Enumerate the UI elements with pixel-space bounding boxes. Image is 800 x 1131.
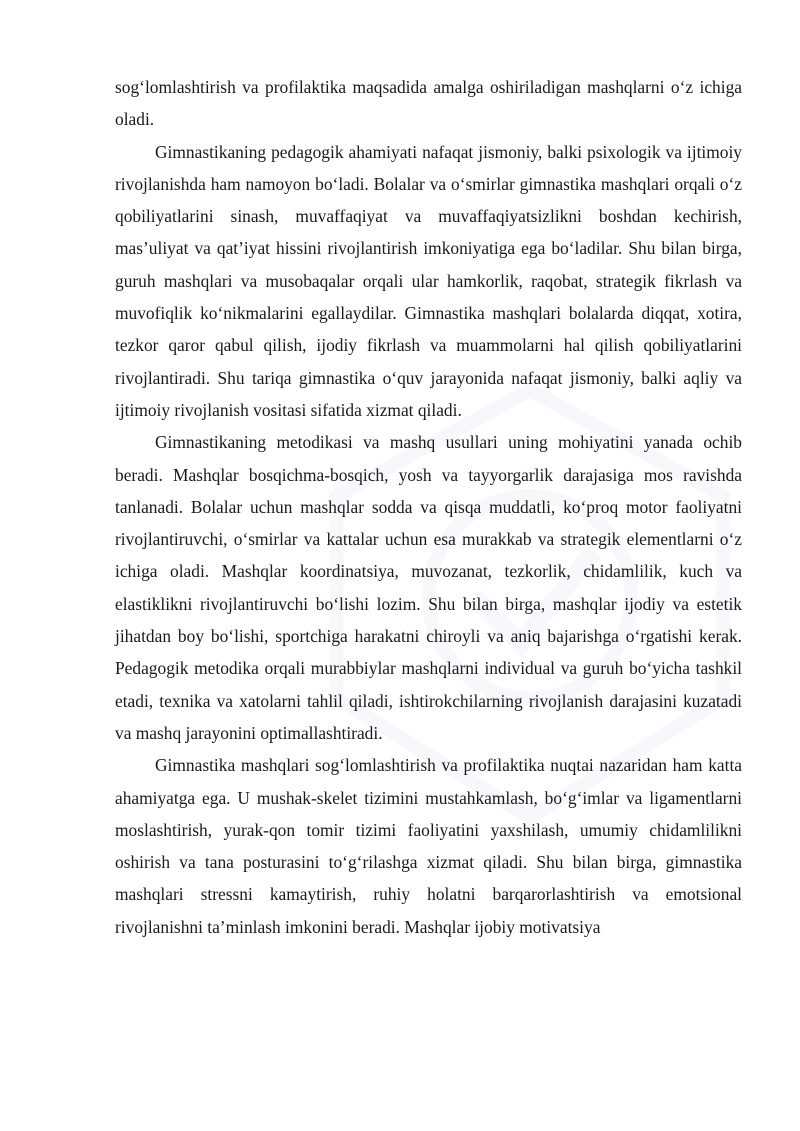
body-text [115, 71, 742, 943]
paragraph-health-benefits: Gimnastika mashqlari sog‘lomlashtirish va profilaktika nuqtai nazaridan ham katta ahamiyatga ega. U mushak-skelet tizimini mustahkamlash, bo‘g‘imlar va ligamentlarni moslashtirish, yurak-qon tomir tizimi faoliyatini yaxshilash, umumiy chidamlilikni oshirish va tana posturasini to‘g‘rilashga xizmat qiladi. Shu bilan birga, gimnastika mashqlari stressni kamaytirish, ruhiy holatni barqarorlashtirish va emotsional rivojlanishni ta’minlash imkonini beradi. Mashqlar ijobiy motivatsiya [115, 755, 742, 937]
paragraph-continuation: sog‘lomlashtirish va profilaktika maqsadida amalga oshiriladigan mashqlarni o‘z ichiga oladi. [115, 77, 742, 130]
paragraph-pedagogical-significance: Gimnastikaning pedagogik ahamiyati nafaqat jismoniy, balki psixologik va ijtimoiy rivojlanishda ham namoyon bo‘ladi. Bolalar va o‘smirlar gimnastika mashqlari orqali o‘z qobiliyatlarini sinash, muvaffaqiyat va muvaffaqiyatsizlikni boshdan kechirish, mas’uliyat va qat’iyat hissini rivojlantirish imkoniyatiga ega bo‘ladilar. Shu bilan birga, guruh mashqlari va musobaqalar orqali ular hamkorlik, raqobat, strategik fikrlash va muvofiqlik ko‘nikmalarini egallaydilar. Gimnastika mashqlari bolalarda diqqat, xotira, tezkor qaror qabul qilish, ijodiy fikrlash va muammolarni hal qilish qobiliyatlarini rivojlantiradi. Shu tariqa gimnastika o‘quv jarayonida nafaqat jismoniy, balki aqliy va ijtimoiy rivojlanish vositasi sifatida xizmat qiladi. [115, 141, 742, 420]
paragraph-methodology: Gimnastikaning metodikasi va mashq usullari uning mohiyatini yanada ochib beradi. Mashqlar bosqichma-bosqich, yosh va tayyorgarlik darajasiga mos ravishda tanlanadi. Bolalar uchun mashqlar sodda va qisqa muddatli, ko‘proq motor faoliyatni rivojlantiruvchi, o‘smirlar va kattalar uchun esa murakkab va strategik elementlarni o‘z ichiga oladi. Mashqlar koordinatsiya, muvozanat, tezkorlik, chidamlilik, kuch va elastiklikni rivojlantiruvchi bo‘lishi lozim. Shu bilan birga, mashqlar ijodiy va estetik jihatdan boy bo‘lishi, sportchiga harakatni chiroyli va aniq bajarishga o‘rgatishi kerak. Pedagogik metodika orqali murabbiylar mashqlarni individual va guruh bo‘yicha tashkil etadi, texnika va xatolarni tahlil qiladi, ishtirokchilarning rivojlanish darajasini kuzatadi va mashq jarayonini optimallashtiradi. [115, 432, 742, 743]
